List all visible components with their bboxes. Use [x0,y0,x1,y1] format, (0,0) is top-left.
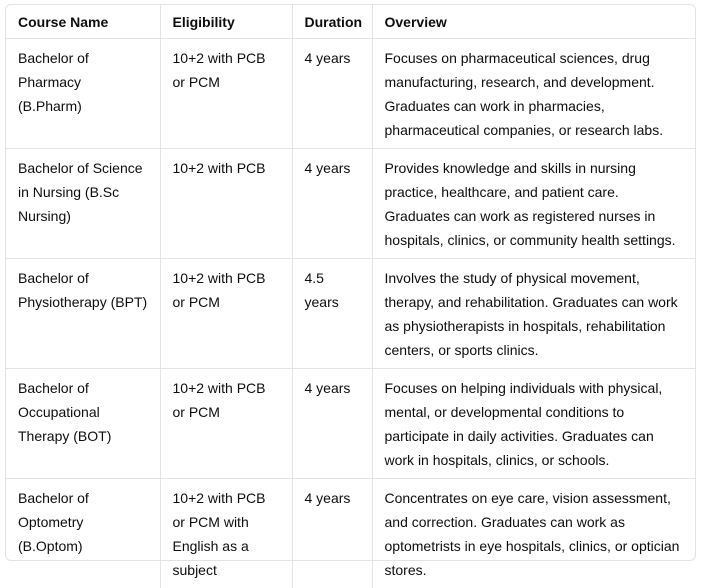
table-row [6,479,695,588]
table-row [6,149,695,259]
cell-duration: 4 years [292,479,372,588]
table-row [6,39,695,149]
header-course-name: Course Name [6,5,160,39]
cell-course-name: Bachelor of Optometry (B.Optom) [6,479,160,588]
courses-table-container [5,4,696,561]
cell-course-name: Bachelor of Pharmacy (B.Pharm) [6,39,160,149]
cell-eligibility: 10+2 with PCB or PCM with English as a subject [160,479,292,588]
cell-eligibility: 10+2 with PCB or PCM [160,259,292,369]
table-row [6,259,695,369]
cell-overview: Focuses on pharmaceutical sciences, drug manufacturing, research, and development. Graduates can work in pharmacies, pharmaceutical companies, or research labs. [372,39,695,149]
cell-overview: Provides knowledge and skills in nursing practice, healthcare, and patient care. Graduates can work as registered nurses in hospitals, clinics, or community health settings. [372,149,695,259]
cell-eligibility: 10+2 with PCB or PCM [160,39,292,149]
cell-overview: Focuses on helping individuals with physical, mental, or developmental conditions to participate in daily activities. Graduates can work in hospitals, clinics, or schools. [372,369,695,479]
cell-course-name: Bachelor of Occupational Therapy (BOT) [6,369,160,479]
cell-duration: 4 years [292,149,372,259]
cell-overview: Involves the study of physical movement, therapy, and rehabilitation. Graduates can work as physiotherapists in hospitals, rehabilitation centers, or sports clinics. [372,259,695,369]
header-eligibility: Eligibility [160,5,292,39]
cell-overview: Concentrates on eye care, vision assessment, and correction. Graduates can work as optometrists in eye hospitals, clinics, or optician stores. [372,479,695,588]
header-overview: Overview [372,5,695,39]
cell-duration: 4 years [292,39,372,149]
cell-duration: 4.5 years [292,259,372,369]
header-duration: Duration [292,5,372,39]
cell-course-name: Bachelor of Science in Nursing (B.Sc Nursing) [6,149,160,259]
courses-table [6,5,695,588]
table-header-row [6,5,695,39]
cell-eligibility: 10+2 with PCB [160,149,292,259]
table-row [6,369,695,479]
cell-duration: 4 years [292,369,372,479]
cell-course-name: Bachelor of Physiotherapy (BPT) [6,259,160,369]
cell-eligibility: 10+2 with PCB or PCM [160,369,292,479]
